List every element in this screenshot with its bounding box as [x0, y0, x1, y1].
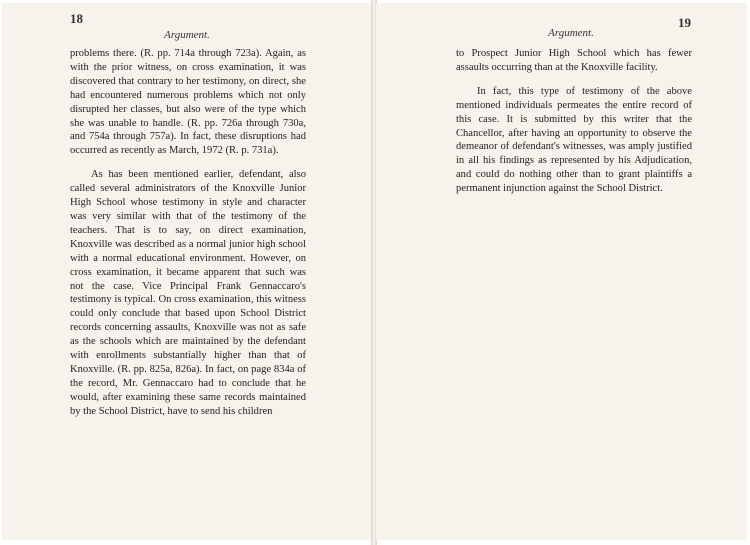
right-paragraph-2: In fact, this type of testimony of the above mentioned individuals permeates the entire record of this case. It is submitted by this writer that the Chancellor, after having an opportunity to observe the demeanor of defendant's witnesses, was amply justified in all his findings as represented by his Adjudication, and could do nothing other than to grant plaintiffs a permanent injunction against the School District. [456, 85, 692, 195]
left-paragraph-1: problems there. (R. pp. 714a through 723a). Again, as with the prior witness, on cross examination, it was discovered that contrary to her testimony, on direct, she had encountered numerous problems which not only disrupted her classes, but also were of the type which she was unable to handle. (R. pp. 726a through 730a, and 754a through 757a). In fact, these disruptions had occurred as recently as March, 1972 (R. p. 731a). [70, 48, 306, 157]
left-page-body [70, 47, 306, 419]
right-page-number: 19 [678, 15, 691, 30]
left-running-head: Argument. [164, 29, 210, 41]
right-running-head: Argument. [548, 27, 594, 39]
left-page [2, 3, 372, 540]
right-page [376, 3, 747, 540]
right-page-body [456, 47, 692, 196]
left-paragraph-2: As has been mentioned earlier, defendant, also called several administrators of the Knoxville Junior High School whose testimony in style and character was very similar with that of the testimony of the teachers. That is to say, on direct examination, Knoxville was described as a normal junior high school with a normal educational environment. However, on cross examination, it became apparent that such was not the case. Vice Principal Frank Gennaccaro's testimony is typical. On cross examination, this witness could only conclude that based upon School District records concerning assaults, Knoxville was not as safe as the schools which are maintained by the defendant with enrollments substantially higher than that of Knoxville. (R. pp. 825a, 826a). In fact, on page 834a of the record, Mr. Gennaccaro had to conclude that he would, after examining these same records maintained by the School District, have to send his children [70, 169, 306, 417]
left-page-number: 18 [70, 11, 83, 26]
right-paragraph-1: to Prospect Junior High School which has fewer assaults occurring than at the Knoxville facility. [456, 48, 692, 73]
